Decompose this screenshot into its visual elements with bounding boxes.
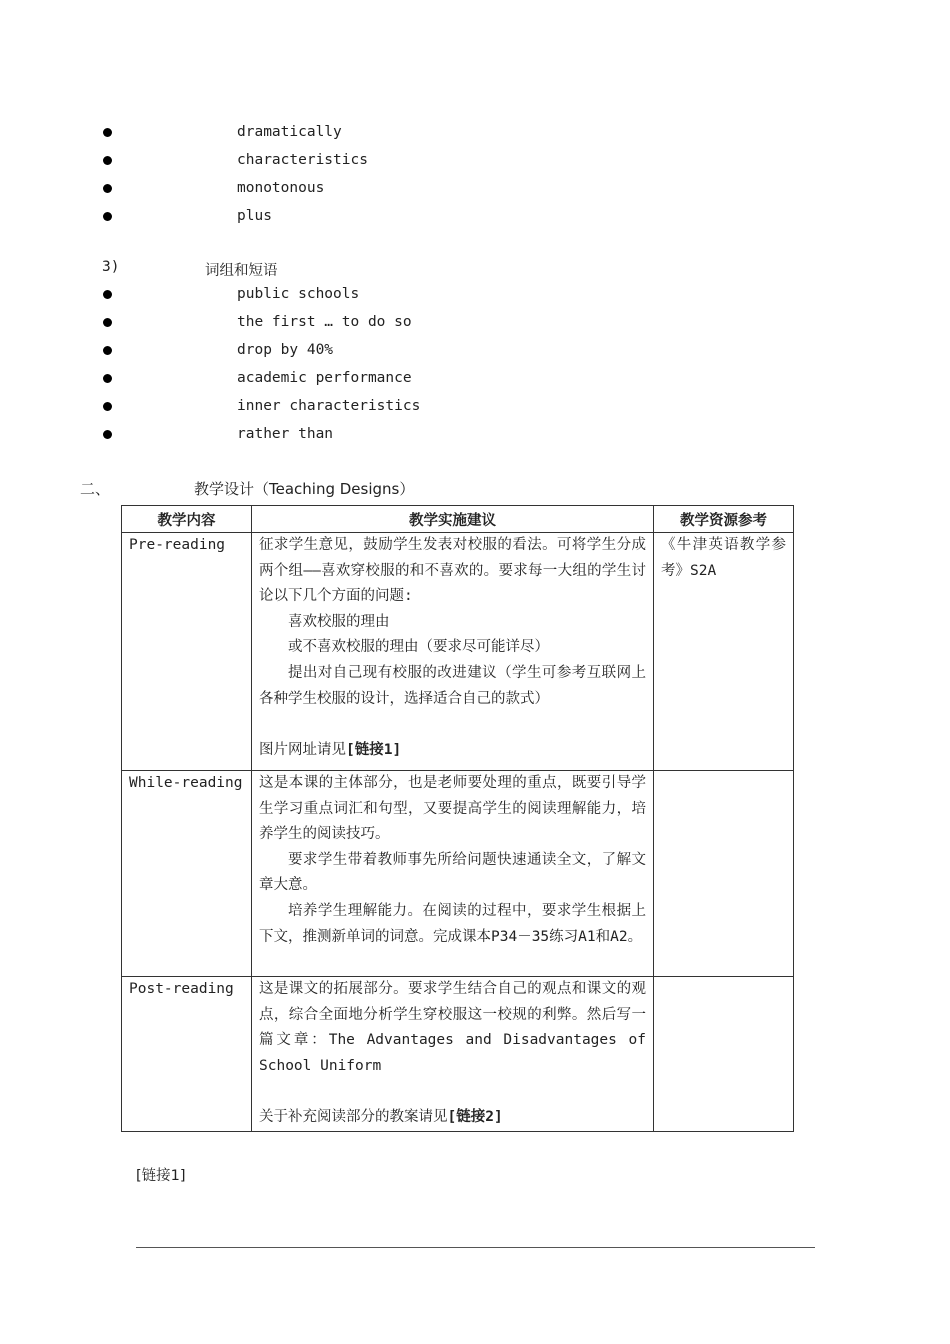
phrase-item: drop by 40% [237, 342, 334, 358]
section-number: 3) [102, 259, 120, 275]
phrase-item: rather than [237, 426, 334, 442]
section-two-number: 二、 [80, 480, 111, 498]
vocab-item: monotonous [237, 180, 325, 196]
bullet-dot [103, 402, 112, 411]
phrase-item: public schools [237, 286, 360, 302]
phrase-item: the first … to do so [237, 314, 412, 330]
while-reading-point: 要求学生带着教师事先所给问题快速通读全文，了解文章大意。 [259, 851, 646, 894]
teaching-design-table [121, 505, 794, 1132]
pre-reading-point: 提出对自己现有校服的改进建议（学生可参考互联网上各种学生校服的设计，选择适合自己的款式） [259, 664, 646, 707]
stage-label: While-reading [122, 771, 252, 977]
header-suggestions: 教学实施建议 [252, 506, 654, 533]
vocab-item: plus [237, 208, 272, 224]
link-prefix: 图片网址请见 [259, 741, 346, 758]
while-reading-intro: 这是本课的主体部分，也是老师要处理的重点，既要引导学生学习重点词汇和句型，又要提高学生的阅读理解能力，培养学生的阅读技巧。 [259, 775, 646, 843]
stage-content [252, 533, 654, 771]
bullet-dot [103, 430, 112, 439]
bullet-dot [103, 346, 112, 355]
bullet-dot [103, 184, 112, 193]
stage-resource [654, 977, 794, 1132]
stage-label: Pre-reading [122, 533, 252, 771]
stage-resource [654, 771, 794, 977]
section-label: 词组和短语 [205, 263, 278, 279]
pre-reading-intro: 征求学生意见，鼓励学生发表对校服的看法。可将学生分成两个组——喜欢穿校服的和不喜欢的。要求每一大组的学生讨论以下几个方面的问题: [259, 537, 646, 605]
pre-reading-point: 或不喜欢校服的理由（要求尽可能详尽） [288, 639, 549, 656]
link-1[interactable]: [链接1] [346, 741, 402, 758]
link-2[interactable]: [链接2] [447, 1108, 503, 1125]
table-row-pre-reading [122, 533, 794, 771]
table-row-while-reading [122, 771, 794, 977]
phrase-item: inner characteristics [237, 398, 421, 414]
stage-content [252, 771, 654, 977]
footer-divider [136, 1247, 815, 1248]
bullet-dot [103, 290, 112, 299]
table-header-row [122, 506, 794, 533]
post-reading-link-line [259, 1105, 646, 1131]
footer-link-1[interactable]: [链接1] [136, 1168, 186, 1184]
stage-label: Post-reading [122, 977, 252, 1132]
phrase-item: academic performance [237, 370, 412, 386]
bullet-dot [103, 156, 112, 165]
pre-reading-point: 喜欢校服的理由 [288, 613, 390, 630]
stage-resource: 《牛津英语教学参考》S2A [654, 533, 794, 771]
vocab-item: characteristics [237, 152, 368, 168]
pre-reading-link-line [259, 738, 646, 764]
header-resources: 教学资源参考 [654, 506, 794, 533]
header-content: 教学内容 [122, 506, 252, 533]
stage-content [252, 977, 654, 1132]
link-prefix: 关于补充阅读部分的教案请见 [259, 1108, 448, 1125]
bullet-dot [103, 128, 112, 137]
vocab-item: dramatically [237, 124, 342, 140]
post-reading-intro: 这是课文的拓展部分。要求学生结合自己的观点和课文的观点，综合全面地分析学生穿校服这一校规的利弊。然后写一篇文章：The Advantages and Disadvantages of School Uniform [259, 981, 646, 1074]
bullet-dot [103, 212, 112, 221]
section-two-title: 教学设计（Teaching Designs） [194, 480, 415, 498]
bullet-dot [103, 374, 112, 383]
bullet-dot [103, 318, 112, 327]
while-reading-point: 培养学生理解能力。在阅读的过程中，要求学生根据上下文，推测新单词的词意。完成课本P34－35练习A1和A2。 [259, 902, 646, 945]
table-row-post-reading [122, 977, 794, 1132]
